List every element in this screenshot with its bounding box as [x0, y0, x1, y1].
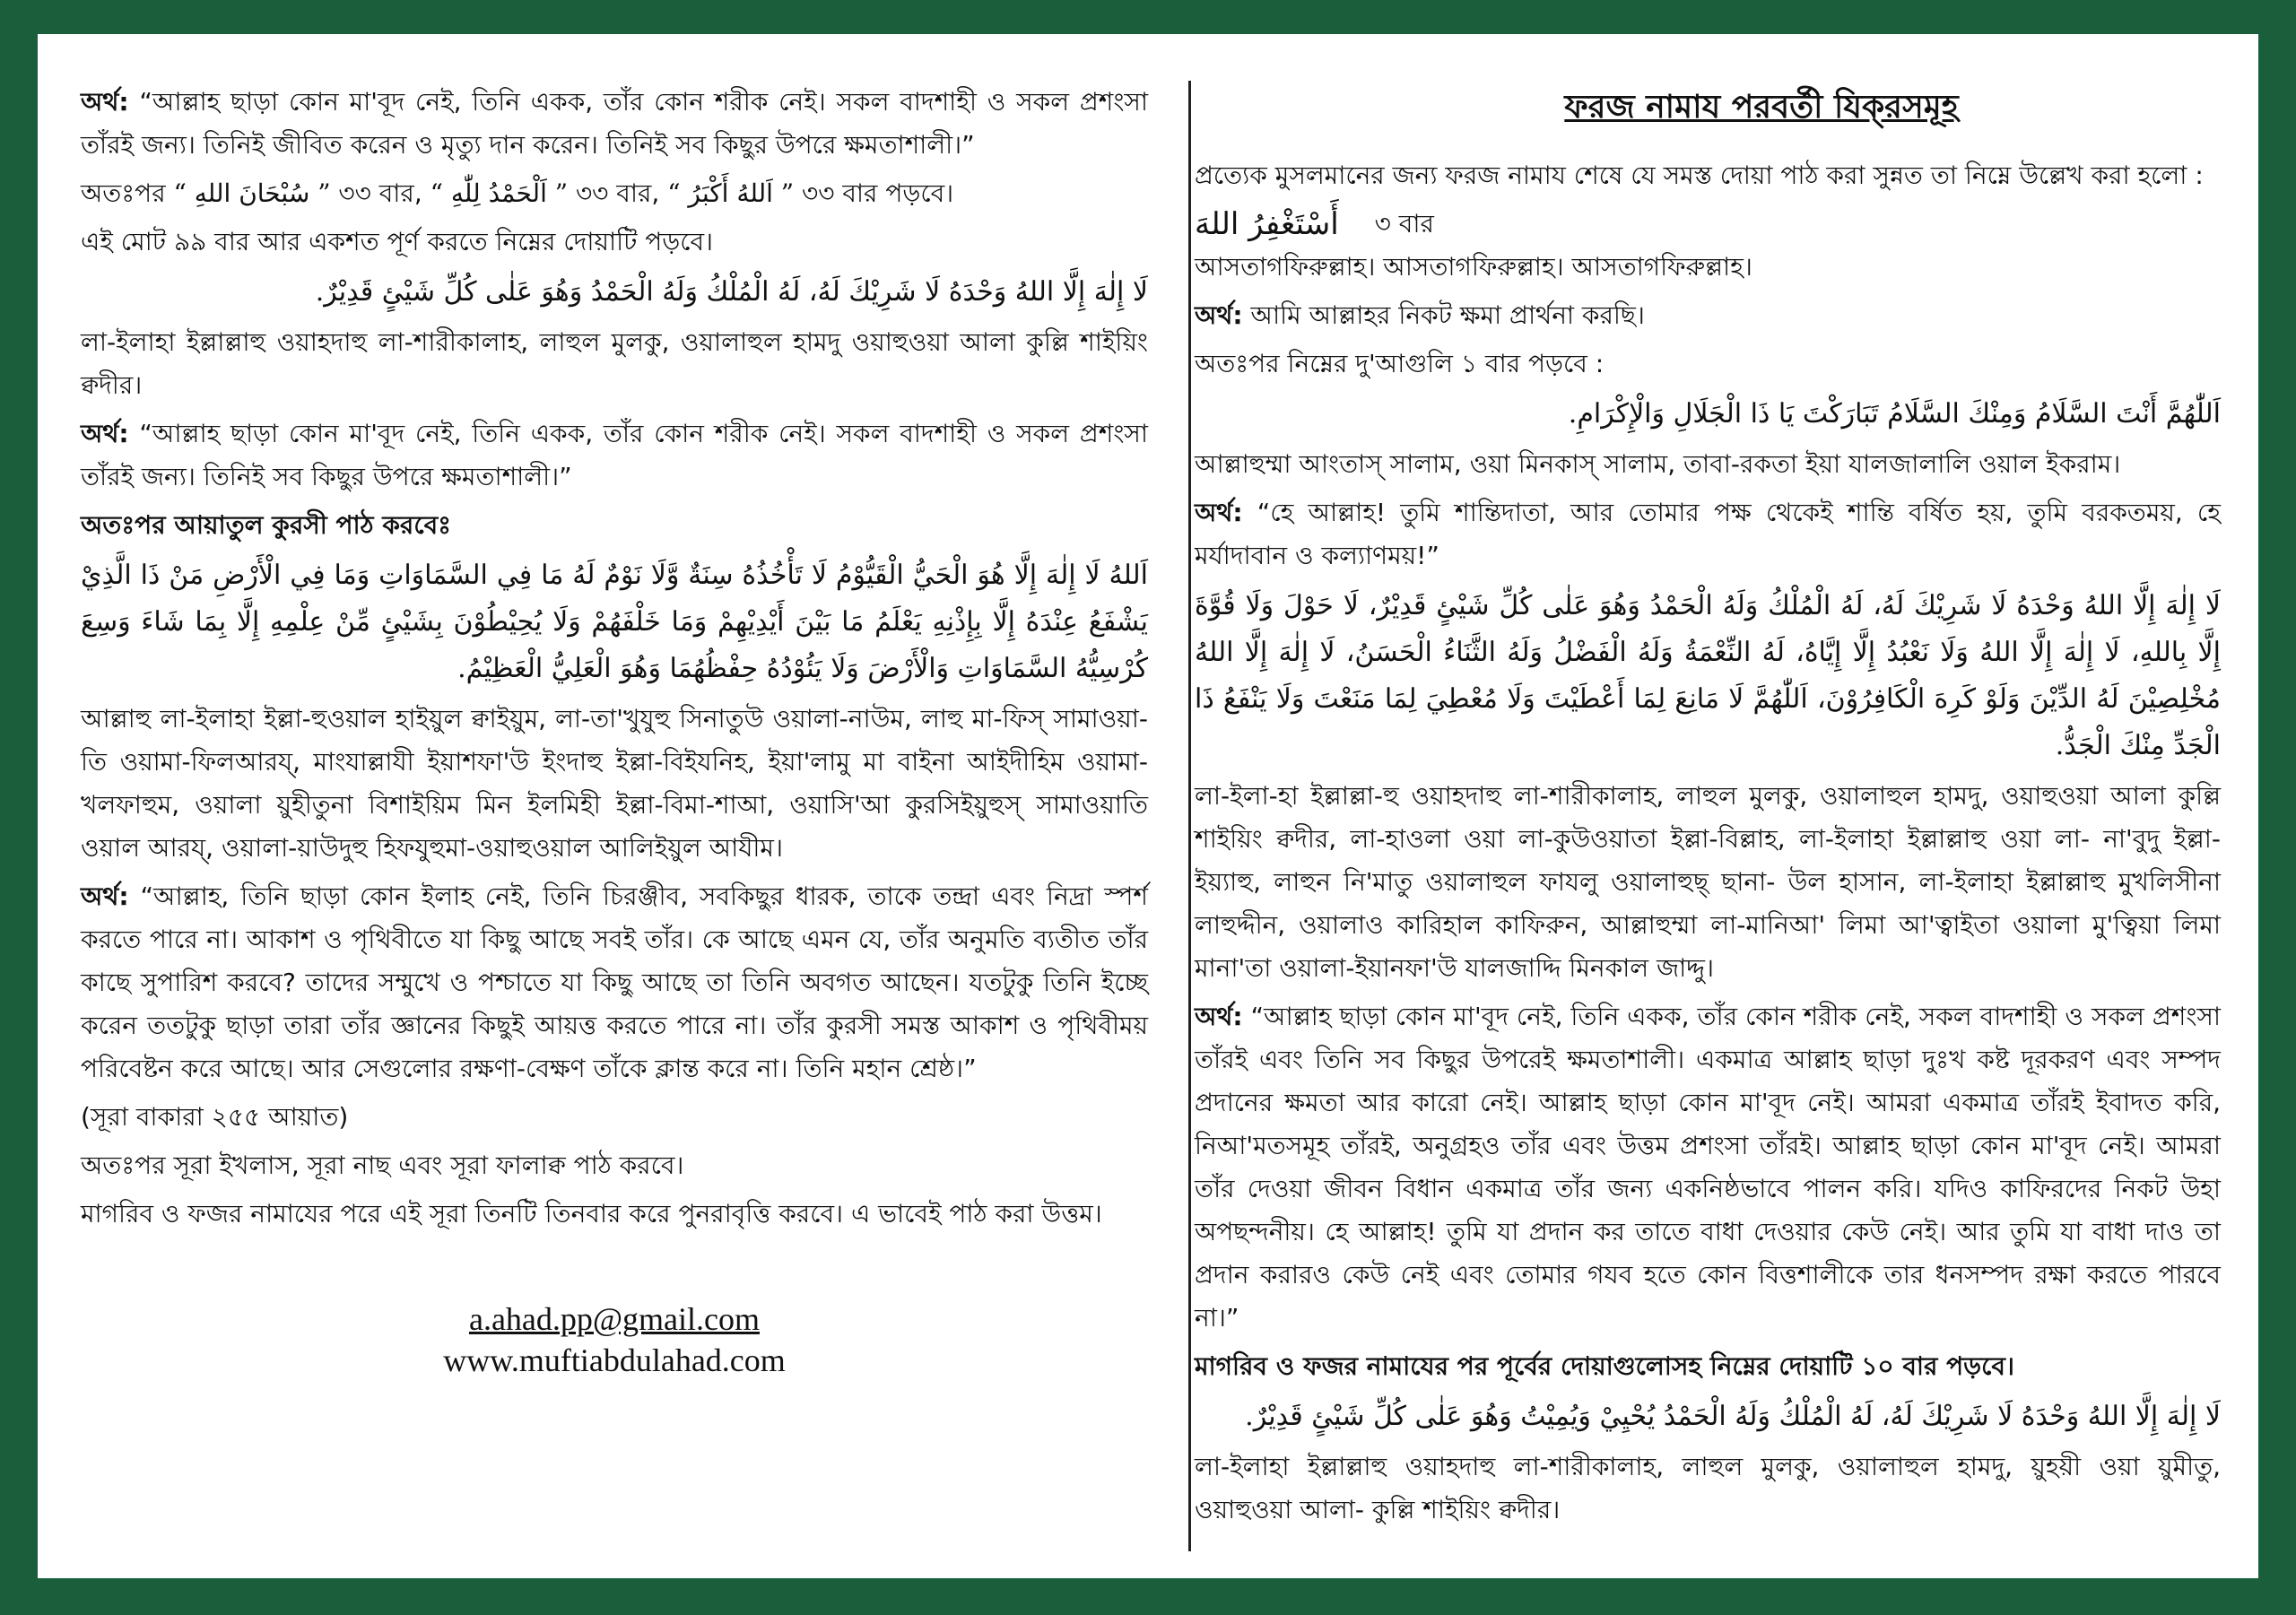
astaghfir-row: [1195, 203, 2221, 246]
meaning-text: “হে আল্লাহ! তুমি শান্তিদাতা, আর তোমার পক্ষ থেকেই শান্তি বর্ষিত হয়, তুমি বরকতময়, হে মর্যাদাবান ও কল্যাণময়!”: [1195, 498, 2221, 570]
arabic-allahumma-salam: اَللّٰهُمَّ أَنْتَ السَّلَامُ وَمِنْكَ السَّلَامُ تَبَارَكْتَ يَا ذَا الْجَلَالِ وَالْإِكْرَامِ.: [1568, 398, 2221, 430]
right-column: [1195, 81, 2221, 1537]
website-link[interactable]: www.muftiabdulahad.com: [443, 1342, 786, 1378]
surah-reference: (সূরা বাকারা ২৫৫ আয়াত): [81, 1102, 349, 1132]
arabic-ayatul-kursi: اَللهُ لَا إِلٰهَ إِلَّا هُوَ الْحَيُّ الْقَيُّوْمُ لَا تَأْخُذُهُ سِنَةٌ وَّلَا نَوْمٌ لَهُ مَا فِي السَّمَاوَاتِ وَمَا فِي الْأَرْضِ مَنْ ذَا الَّذِيْ يَشْفَعُ عِنْدَهُ إِلَّا بِإِذْنِهِ يَعْلَمُ مَا بَيْنَ أَيْدِيْهِمْ وَمَا خَلْفَهُمْ وَلَا يُحِيْطُوْنَ بِشَيْئٍ مِّنْ عِلْمِهِ إِلَّا بِمَا شَاءَ وَسِعَ كُرْسِيُّهُ السَّمَاوَاتِ وَالْأَرْضَ وَلَا يَئُوْدُهُ حِفْظُهُمَا وَهُوَ الْعَلِيُّ الْعَظِيْمُ.: [81, 560, 1148, 684]
astaghfir-count: ৩ বার: [1374, 209, 1434, 239]
arabic-alhamdulillah: “ اَلْحَمْدُ لِلّٰهِ ”: [430, 178, 569, 208]
tahlil-transliteration: লা-ইলাহা ইল্লাল্লাহু ওয়াহদাহু লা-শারীকালাহ, লাহুল মুলকু, ওয়ালাহুল হামদু ওয়াহুওয়া আলা কুল্লি শাইয়িং ক্বদীর।: [81, 327, 1148, 400]
meaning-paragraph-4: [1195, 294, 2221, 337]
contact-block: [81, 1298, 1148, 1381]
email-link[interactable]: a.ahad.pp@gmail.com: [468, 1301, 761, 1337]
meaning-label: অর্থ:: [1195, 1002, 1243, 1031]
column-divider: [1188, 81, 1191, 1551]
repeat-instruction: মাগরিব ও ফজর নামাযের পরে এই সূরা তিনটি তিনবার করে পুনরাবৃত্তি করবে। এ ভাবেই পাঠ করা উত্তম।: [81, 1199, 1102, 1229]
total-99-instruction: এই মোট ৯৯ বার আর একশত পূর্ণ করতে নিম্নের দোয়াটি পড়বে।: [81, 227, 714, 256]
meaning-text: “আল্লাহ ছাড়া কোন মা'বূদ নেই, তিনি একক, তাঁর কোন শরীক নেই। সকল বাদশাহী ও সকল প্রশংসা তাঁরই জন্য। তিনিই সব কিছুর উপরে ক্ষমতাশালী।”: [81, 419, 1148, 491]
tasbih-instruction: [81, 172, 1148, 215]
meaning-paragraph-3: [81, 875, 1148, 1090]
long-dua-transliteration: লা-ইলা-হা ইল্লাল্লা-হু ওয়াহদাহু লা-শারীকালাহ, লাহুল মুলকু, ওয়ালাহুল হামদু, ওয়াহুওয়া আলা কুল্লি শাইয়িং ক্বদীর, লা-হাওলা ওয়া লা-কুউওয়াতা ইল্লা-বিল্লাহ, লা-ইলাহা ইল্লাল্লাহু ওয়া লা- না'বুদু ইল্লা- ইয়্যাহু, লাহুন নি'মাতু ওয়ালাহুল ফাযলু ওয়ালাহুছ্ ছানা- উল হাসান, লা-ইলাহা ইল্লাল্লাহু মুখলিসীনা লাহুদ্দীন, ওয়ালাও কারিহাল কাফিরুন, আল্লাহুম্মা লা-মানিআ' লিমা আ'ত্বাইতা ওয়ালা মু'ত্বিয়া লিমা মানা'তা ওয়ালা-ইয়ানফা'উ যালজাদ্দি মিনকাল জাদ্দু।: [1195, 781, 2221, 983]
arabic-long-dua: لَا إِلٰهَ إِلَّا اللهُ وَحْدَهُ لَا شَرِيْكَ لَهُ، لَهُ الْمُلْكُ وَلَهُ الْحَمْدُ وَهُوَ عَلٰى كُلِّ شَيْئٍ قَدِيْرٌ، لَا حَوْلَ وَلَا قُوَّةَ إِلَّا بِاللهِ، لَا إِلٰهَ إِلَّا اللهُ وَلَا نَعْبُدُ إِلَّا إِيَّاهُ، لَهُ النِّعْمَةُ وَلَهُ الْفَضْلُ وَلَهُ الثَّنَاءُ الْحَسَنُ، لَا إِلٰهَ إِلَّا اللهُ مُخْلِصِيْنَ لَهُ الدِّيْنَ وَلَوْ كَرِهَ الْكَافِرُوْنَ، اَللّٰهُمَّ لَا مَانِعَ لِمَا أَعْطَيْتَ وَلَا مُعْطِيَ لِمَا مَنَعْتَ وَلَا يَنْفَعُ ذَا الْجَدِّ مِنْكَ الْجَدُّ.: [1195, 590, 2221, 761]
astaghfir-transliteration: আসতাগফিরুল্লাহ। আসতাগফিরুল্লাহ। আসতাগফিরুল্লাহ।: [1195, 252, 1752, 282]
tasbih-prefix: অতঃপর: [81, 178, 174, 208]
arabic-astaghfirullah: أَسْتَغْفِرُ اللهَ: [1195, 206, 1339, 242]
arabic-tahlil-yuhyi: لَا إِلٰهَ إِلَّا اللهُ وَحْدَهُ لَا شَرِيْكَ لَهُ، لَهُ الْمُلْكُ وَلَهُ الْحَمْدُ يُحْيِيْ وَيُمِيْتُ وَهُوَ عَلٰى كُلِّ شَيْئٍ قَدِيْرٌ.: [1245, 1401, 2221, 1432]
arabic-subhanallah: “ سُبْحَانَ اللهِ ”: [173, 178, 331, 208]
meaning-label: অর্থ:: [1195, 300, 1243, 330]
meaning-label: অর্থ:: [81, 881, 129, 911]
surah-instruction: অতঃপর সূরা ইখলাস, সূরা নাছ এবং সূরা ফালাক্ব পাঠ করবে।: [81, 1150, 684, 1180]
meaning-text: আমি আল্লাহর নিকট ক্ষমা প্রার্থনা করছি।: [1242, 300, 1645, 330]
meaning-text: “আল্লাহ ছাড়া কোন মা'বূদ নেই, তিনি একক, তাঁর কোন শরীক নেই। সকল বাদশাহী ও সকল প্রশংসা তাঁরই জন্য। তিনিই জীবিত করেন ও মৃত্যু দান করেন। তিনিই সব কিছুর উপরে ক্ষমতাশালী।”: [81, 87, 1148, 160]
arabic-tahlil: لَا إِلٰهَ إِلَّا اللهُ وَحْدَهُ لَا شَرِيْكَ لَهُ، لَهُ الْمُلْكُ وَلَهُ الْحَمْدُ وَهُوَ عَلٰى كُلِّ شَيْئٍ قَدِيْرٌ.: [315, 276, 1148, 308]
ayatul-kursi-heading: অতঃপর আয়াতুল কুরসী পাঠ করবেঃ: [81, 510, 452, 540]
meaning-text: “আল্লাহ, তিনি ছাড়া কোন ইলাহ নেই, তিনি চিরঞ্জীব, সবকিছুর ধারক, তাকে তন্দ্রা এবং নিদ্রা স্পর্শ করতে পারে না। আকাশ ও পৃথিবীতে যা কিছু আছে সবই তাঁর। কে আছে এমন যে, তাঁর অনুমতি ব্যতীত তাঁর কাছে সুপারিশ করবে? তাদের সম্মুখে ও পশ্চাতে যা কিছু আছে তা তিনি অবগত আছেন। যতটুকু তিনি ইচ্ছে করেন ততটুকু ছাড়া তারা তাঁর জ্ঞানের কিছুই আয়ত্ত করতে পারে না। তাঁর কুরসী সমস্ত আকাশ ও পৃথিবীময় পরিবেষ্টন করে আছে। আর সেগুলোর রক্ষণা-বেক্ষণ তাঁকে ক্লান্ত করে না। তিনি মহান শ্রেষ্ঠ।”: [81, 881, 1148, 1083]
dua-instruction: অতঃপর নিম্নের দু'আগুলি ১ বার পড়বে :: [1195, 349, 1605, 378]
meaning-label: অর্থ:: [81, 87, 129, 117]
meaning-label: অর্থ:: [81, 419, 129, 448]
meaning-paragraph-5: [1195, 491, 2221, 577]
left-column: [81, 81, 1148, 1381]
arabic-allahuakbar: “ اَللهُ أَكْبَرُ ”: [667, 178, 795, 208]
meaning-label: অর্থ:: [1195, 498, 1243, 527]
tahlil-yuhyi-transliteration: লা-ইলাহা ইল্লাল্লাহু ওয়াহদাহু লা-শারীকালাহ, লাহুল মুলকু, ওয়ালাহুল হামদু, য়ুহয়ী ওয়া য়ুমীতু, ওয়াহুওয়া আলা- কুল্লি শাইয়িং ক্বদীর।: [1195, 1452, 2221, 1524]
meaning-paragraph-6: [1195, 995, 2221, 1340]
meaning-paragraph-2: [81, 412, 1148, 499]
intro-paragraph: প্রত্যেক মুসলমানের জন্য ফরজ নামায শেষে যে সমস্ত দোয়া পাঠ করা সুন্নত তা নিম্নে উল্লেখ করা হলো :: [1195, 161, 2204, 190]
meaning-text: “আল্লাহ ছাড়া কোন মা'বূদ নেই, তিনি একক, তাঁর কোন শরীক নেই, সকল বাদশাহী ও সকল প্রশংসা তাঁরই এবং তিনি সব কিছুর উপরেই ক্ষমতাশালী। একমাত্র আল্লাহ ছাড়া দুঃখ কষ্ট দূরকরণ এবং সম্পদ প্রদানের ক্ষমতা আর কারো নেই। আল্লাহ ছাড়া কোন মা'বূদ নেই। আমরা একমাত্র তাঁরই ইবাদত করি, নিআ'মতসমূহ তাঁরই, অনুগ্রহও তাঁর এবং উত্তম প্রশংসা তাঁরই। আল্লাহ ছাড়া কোন মা'বূদ নেই। আমরা তাঁর দেওয়া জীবন বিধান একমাত্র তাঁর জন্য একনিষ্ঠভাবে পালন করি। যদিও কাফিরদের নিকট উহা অপছন্দনীয়। হে আল্লাহ! তুমি যা প্রদান কর তাতে বাধা দেওয়ার কেউ নেই। আর তুমি যা বাধা দাও তা প্রদান করারও কেউ নেই এবং তোমার গযব হতে কোন বিত্তশালীকে তার ধনসম্পদ রক্ষা করতে পারবে না।”: [1195, 1002, 2221, 1333]
count-3: ৩৩ বার পড়বে।: [794, 178, 954, 208]
count-1: ৩৩ বার,: [330, 178, 430, 208]
document-page: [38, 34, 2258, 1578]
salam-transliteration: আল্লাহুম্মা আংতাস্ সালাম, ওয়া মিনকাস্ সালাম, তাবা-রকতা ইয়া যালজালালি ওয়াল ইকরাম।: [1195, 449, 2121, 479]
ayatul-kursi-transliteration: আল্লাহু লা-ইলাহা ইল্লা-হুওয়াল হাইয়ুল ক্বাইয়ুম, লা-তা'খুযুহু সিনাতুউ ওয়ালা-নাউম, লাহু মা-ফিস্ সামাওয়া-তি ওয়ামা-ফিলআরয্, মাংযাল্লাযী ইয়াশফা'উ ইংদাহু ইল্লা-বিইযনিহ, ইয়া'লামু মা বাইনা আইদীহিম ওয়ামা- খলফাহুম, ওয়ালা য়ুহীতুনা বিশাইয়িম মিন ইলমিহী ইল্লা-বিমা-শাআ, ওয়াসি'আ কুরসিইয়ুহুস্ সামাওয়াতি ওয়াল আরয্, ওয়ালা-য়াউদুহু হিফযুহুমা-ওয়াহুওয়াল আলিইয়ুল আযীম।: [81, 704, 1148, 863]
maghrib-fajr-heading: মাগরিব ও ফজর নামাযের পর পূর্বের দোয়াগুলোসহ নিম্নের দোয়াটি ১০ বার পড়বে।: [1195, 1351, 2015, 1381]
page-title: ফরজ নামায পরবর্তী যিক্‌রসমূহ: [1564, 89, 1959, 126]
meaning-paragraph-1: [81, 81, 1148, 167]
count-2: ৩৩ বার,: [568, 178, 668, 208]
